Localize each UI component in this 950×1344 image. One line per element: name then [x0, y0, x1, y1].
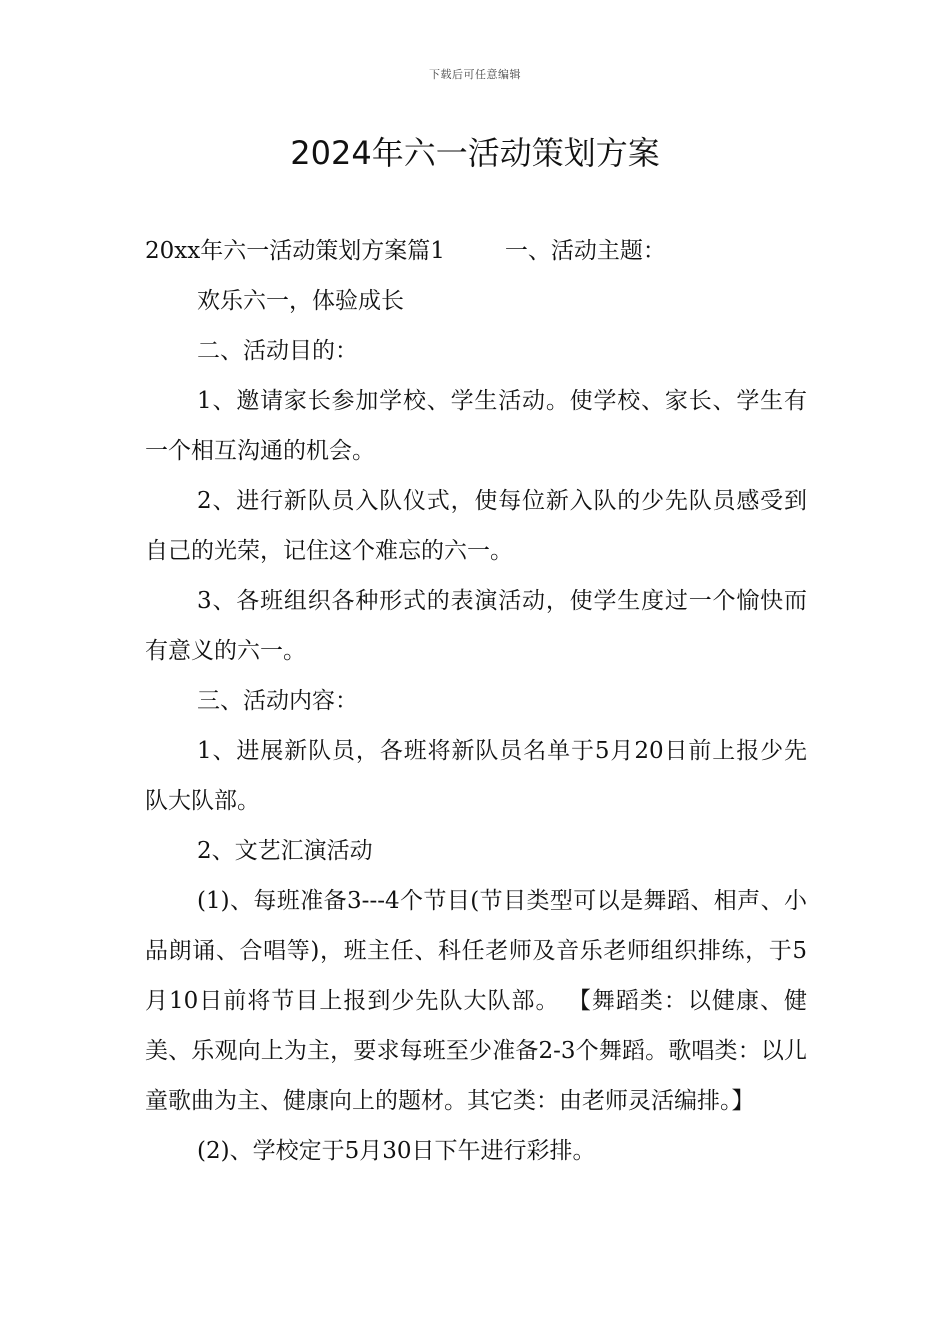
document-title: 2024年六一活动策划方案	[290, 134, 660, 172]
intro-line	[145, 226, 807, 276]
paragraph-content-2-2: (2)、学校定于5月30日下午进行彩排。	[197, 1138, 596, 1164]
paragraph-purpose-3: 3、各班组织各种形式的表演活动，使学生度过一个愉快而有意义的六一。	[145, 588, 807, 664]
section-heading-purpose: 二、活动目的：	[197, 338, 358, 364]
paragraph-content-2: 2、文艺汇演活动	[197, 838, 373, 864]
intro-label: 20xx年六一活动策划方案篇1	[145, 238, 445, 264]
page-header-note: 下载后可任意编辑	[429, 68, 521, 81]
paragraph-content-1: 1、进展新队员，各班将新队员名单于5月20日前上报少先队大队部。	[145, 738, 807, 814]
paragraph-purpose-1: 1、邀请家长参加学校、学生活动。使学校、家长、学生有一个相互沟通的机会。	[145, 388, 807, 464]
paragraph-theme-text: 欢乐六一，体验成长	[197, 288, 404, 314]
section-heading-content: 三、活动内容：	[197, 688, 358, 714]
section-heading-theme: 一、活动主题：	[504, 238, 666, 264]
paragraph-content-2-1: (1)、每班准备3---4个节目(节目类型可以是舞蹈、相声、小品朗诵、合唱等)，班主任、科任老师及音乐老师组织排练，于5月10日前将节目上报到少先队大队部。 【舞蹈类：以健康、健美、乐观向上为主，要求每班至少准备2-3个舞蹈。歌唱类：以儿童歌曲为主、健康向上的题材。其它类：由老师灵活编排。】	[145, 888, 807, 1114]
document-body	[145, 226, 807, 1176]
paragraph-purpose-2: 2、进行新队员入队仪式，使每位新入队的少先队员感受到自己的光荣，记住这个难忘的六一。	[145, 488, 807, 564]
